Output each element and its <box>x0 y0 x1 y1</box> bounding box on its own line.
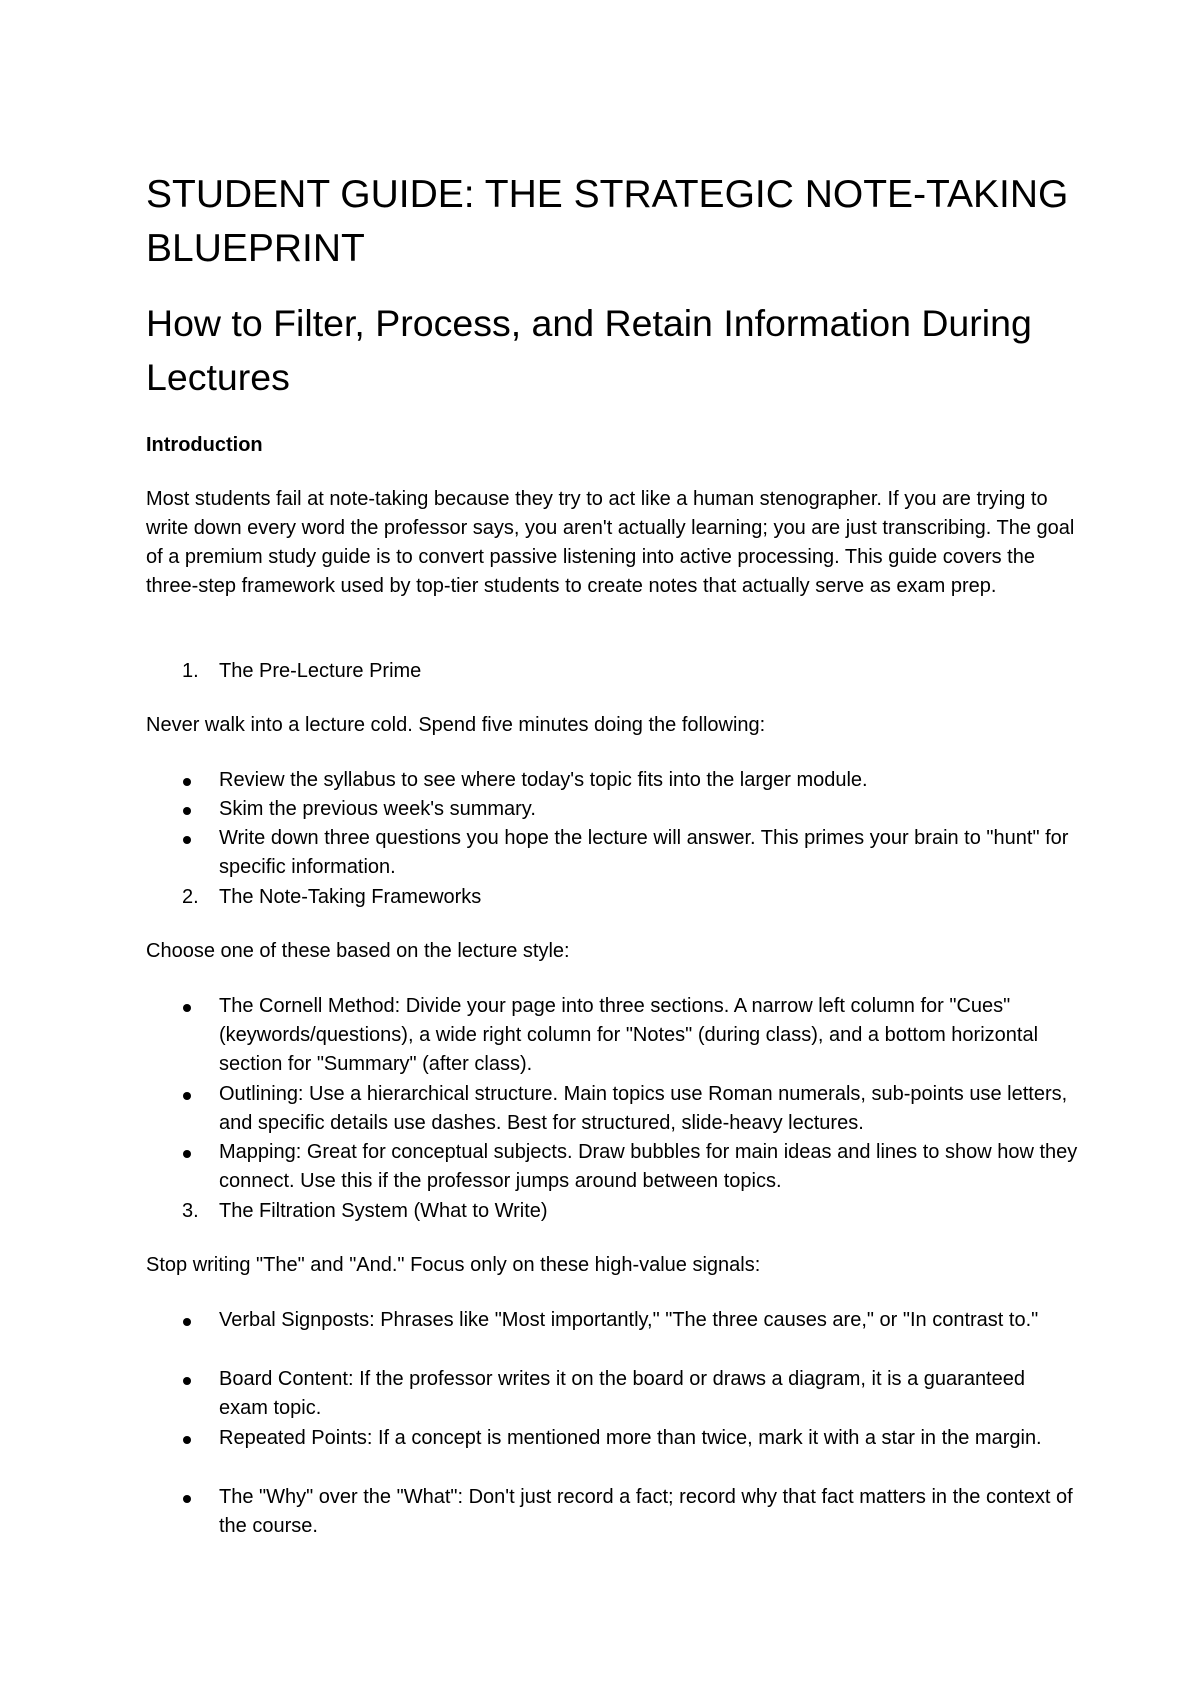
list-item-text: The "Why" over the "What": Don't just record a fact; record why that fact matters in the context of the course. <box>219 1486 1073 1537</box>
section-2-lead: Choose one of these based on the lecture style: <box>146 940 570 962</box>
bullet-icon <box>183 836 191 844</box>
section-3-lead: Stop writing "The" and "And." Focus only on these high-value signals: <box>146 1254 761 1276</box>
bullet-icon <box>183 778 191 786</box>
list-item-text: Outlining: Use a hierarchical structure. Main topics use Roman numerals, sub-points use letters, and specific details use dashes. Best for structured, slide-heavy lectures. <box>219 1083 1068 1134</box>
document-title: STUDENT GUIDE: THE STRATEGIC NOTE-TAKING BLUEPRINT <box>146 173 1069 270</box>
section-2-number: 2. <box>182 886 199 908</box>
bullet-icon <box>183 1004 191 1012</box>
list-item-text: Mapping: Great for conceptual subjects. Draw bubbles for main ideas and lines to show how they connect. Use this if the professor jumps around between topics. <box>219 1141 1078 1192</box>
bullet-icon <box>183 1318 191 1326</box>
bullet-icon <box>183 1377 191 1385</box>
section-2-title: The Note-Taking Frameworks <box>219 886 482 908</box>
document-subtitle: How to Filter, Process, and Retain Information During Lectures <box>146 302 1032 398</box>
list-item-text: Repeated Points: If a concept is mentioned more than twice, mark it with a star in the margin. <box>219 1427 1042 1449</box>
section-1-number: 1. <box>182 660 199 682</box>
intro-heading: Introduction <box>146 434 263 456</box>
bullet-icon <box>183 1150 191 1158</box>
bullet-icon <box>183 1495 191 1503</box>
section-3-number: 3. <box>182 1200 199 1222</box>
list-item-text: Write down three questions you hope the lecture will answer. This primes your brain to "hunt" for specific information. <box>219 827 1069 878</box>
list-item-text: Verbal Signposts: Phrases like "Most importantly," "The three causes are," or "In contrast to." <box>219 1309 1039 1331</box>
section-1-lead: Never walk into a lecture cold. Spend five minutes doing the following: <box>146 714 766 736</box>
list-item-text: Skim the previous week's summary. <box>219 798 536 820</box>
intro-paragraph: Most students fail at note-taking because they try to act like a human stenographer. If you are trying to write down every word the professor says, you aren't actually learning; you are just transcribing. The goal of a premium study guide is to convert passive listening into active processing. This guide covers the three-step framework used by top-tier students to create notes that actually serve as exam prep. <box>146 488 1075 597</box>
section-1-title: The Pre-Lecture Prime <box>219 660 422 682</box>
list-item-text: The Cornell Method: Divide your page into three sections. A narrow left column for "Cues" (keywords/questions), a wide right column for "Notes" (during class), and a bottom horizontal section for "Summary" (after class). <box>219 995 1039 1075</box>
bullet-icon <box>183 807 191 815</box>
list-item-text: Review the syllabus to see where today's topic fits into the larger module. <box>219 769 868 791</box>
bullet-icon <box>183 1092 191 1100</box>
bullet-icon <box>183 1436 191 1444</box>
section-3-title: The Filtration System (What to Write) <box>219 1200 548 1222</box>
list-item-text: Board Content: If the professor writes it on the board or draws a diagram, it is a guaranteed exam topic. <box>219 1368 1025 1419</box>
